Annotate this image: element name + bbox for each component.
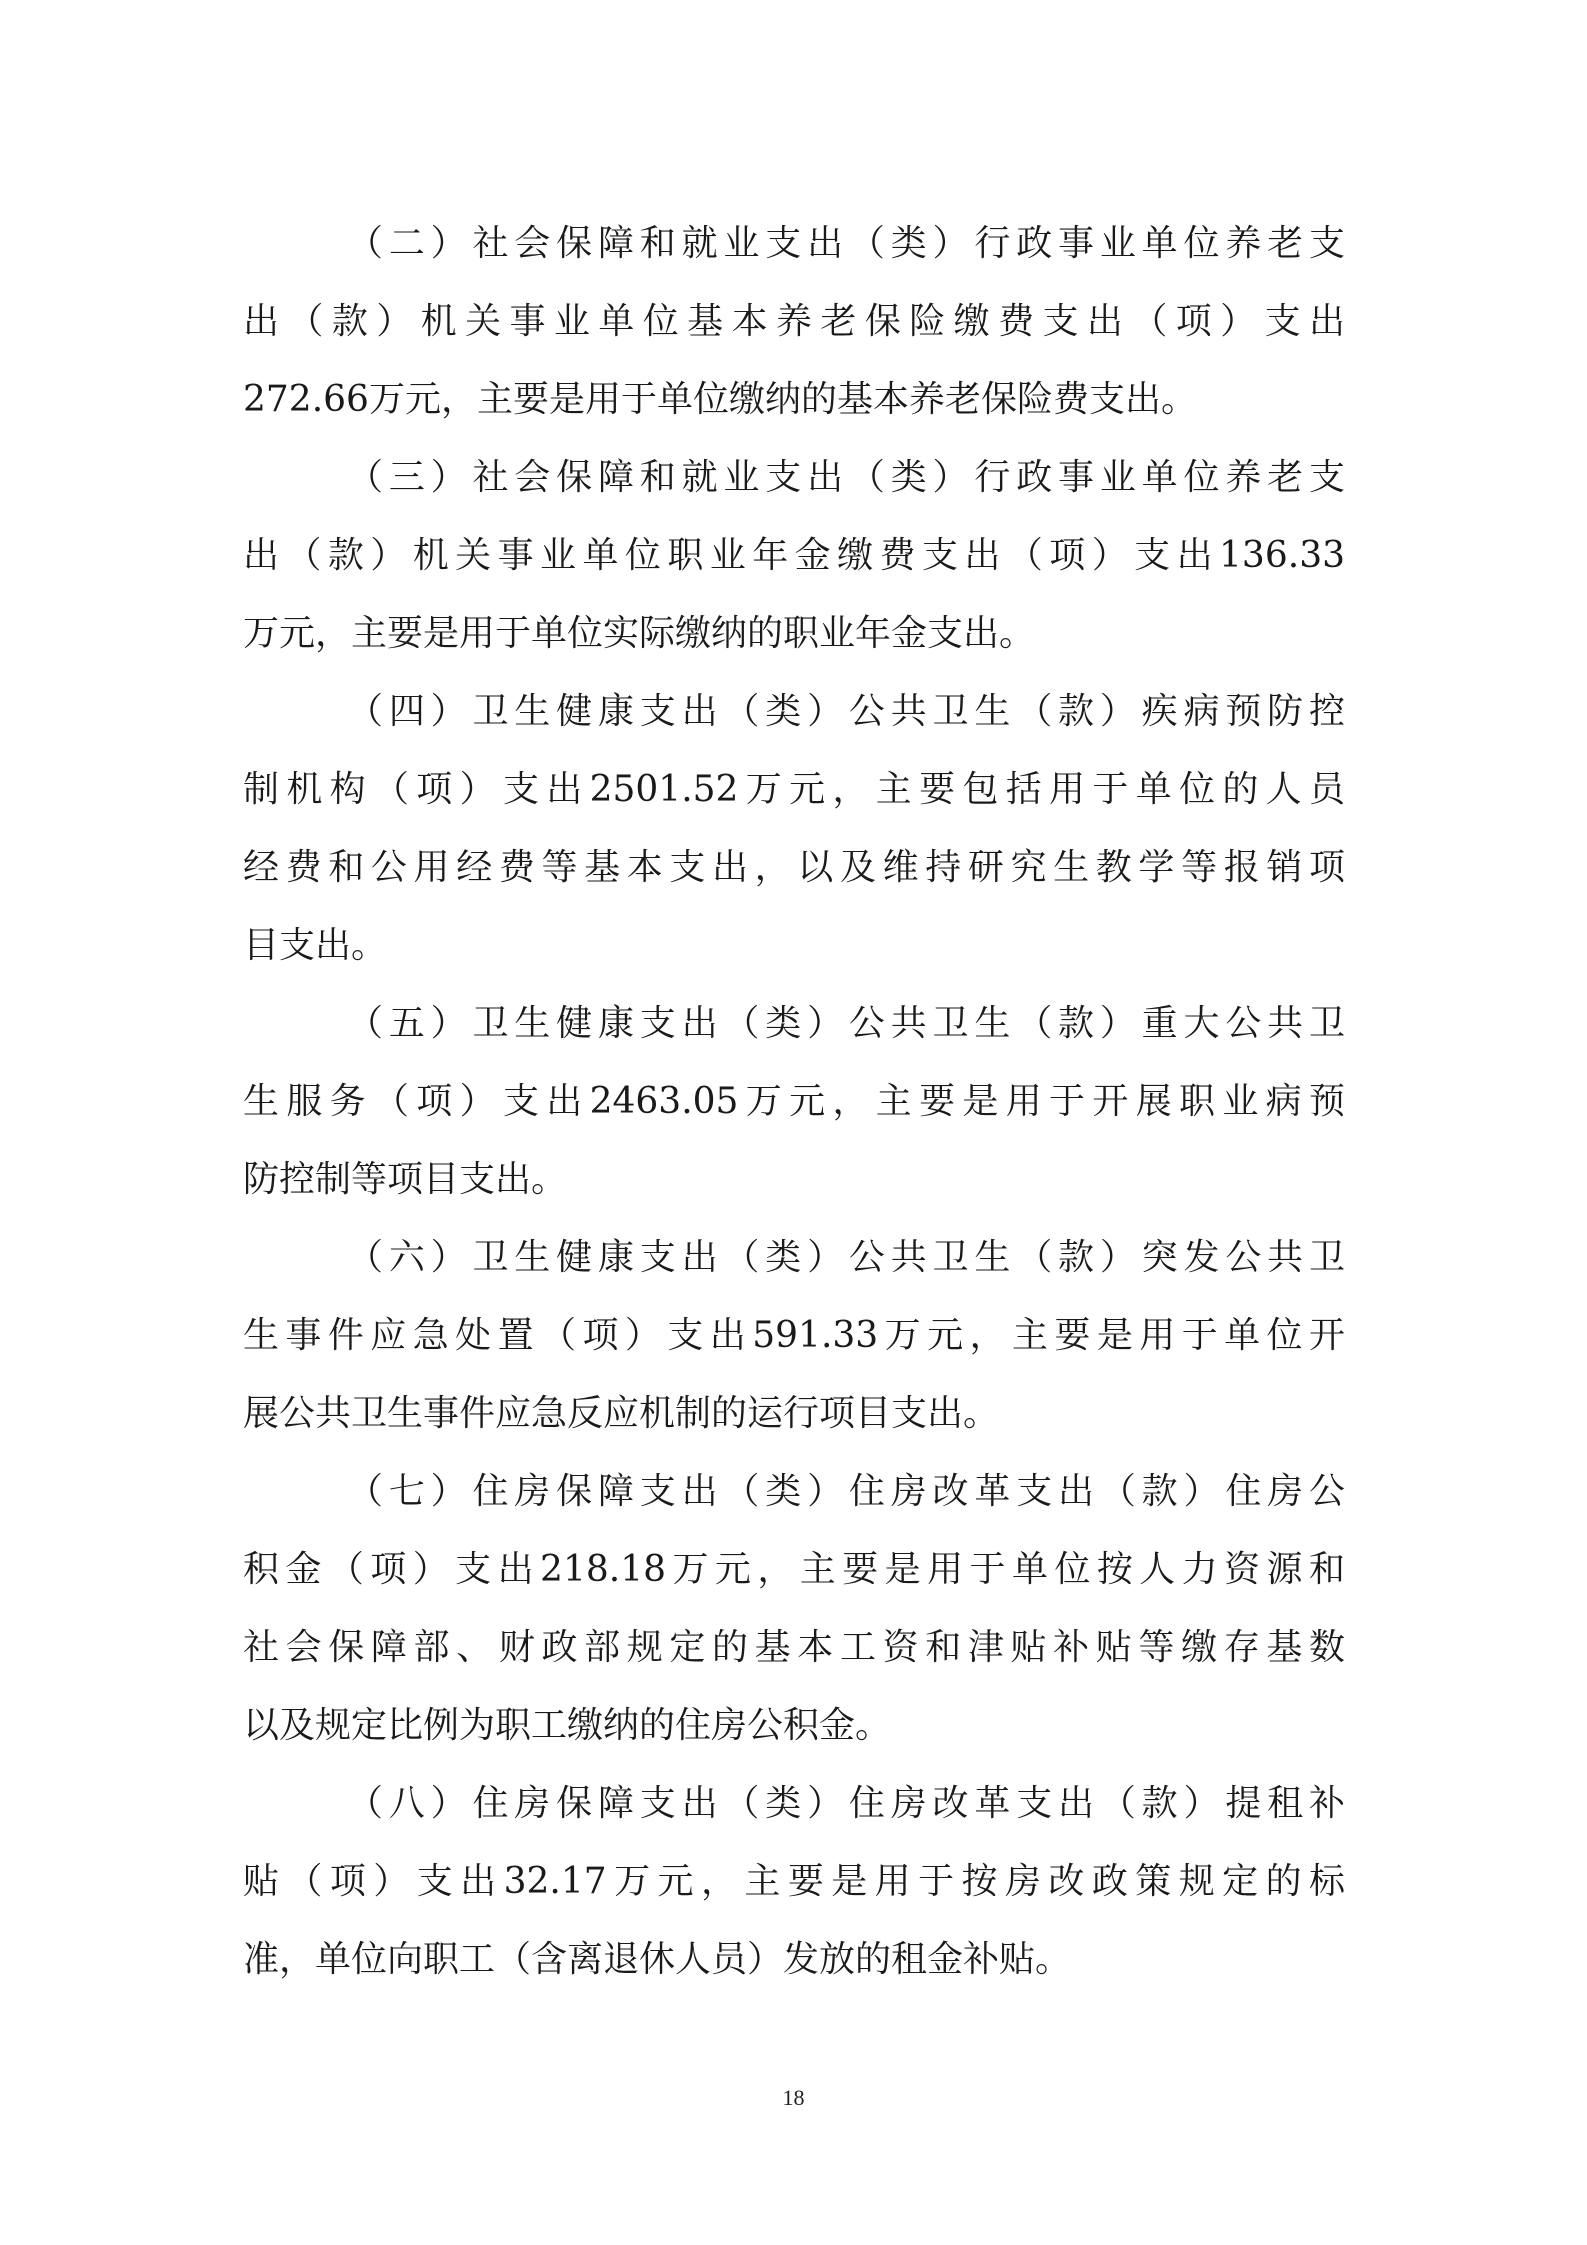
paragraph-line: （三）社会保障和就业支出（类）行政事业单位养老支 (347, 457, 1345, 498)
paragraph-line: 生服务（项）支出2463.05万元，主要是用于开展职业病预 (243, 1081, 1345, 1122)
paragraph-2 (243, 205, 1345, 439)
page-number: 18 (782, 2085, 805, 2110)
paragraph-line: 以及规定比例为职工缴纳的住房公积金。 (243, 1705, 892, 1746)
paragraph-4 (243, 673, 1345, 985)
paragraph-line: 展公共卫生事件应急反应机制的运行项目支出。 (243, 1393, 1000, 1434)
paragraph-line: 出（款）机关事业单位基本养老保险缴费支出（项）支出 (243, 301, 1345, 342)
paragraph-line: 272.66万元，主要是用于单位缴纳的基本养老保险费支出。 (243, 379, 1197, 420)
paragraph-line: 防控制等项目支出。 (243, 1159, 568, 1200)
paragraph-line: 经费和公用经费等基本支出，以及维持研究生教学等报销项 (243, 847, 1345, 888)
paragraph-line: 目支出。 (243, 925, 388, 966)
body-text (243, 205, 1345, 1999)
paragraph-3 (243, 439, 1345, 673)
paragraph-line: 贴（项）支出32.17万元，主要是用于按房改政策规定的标 (243, 1861, 1345, 1902)
paragraph-line: （五）卫生健康支出（类）公共卫生（款）重大公共卫 (347, 1003, 1345, 1044)
paragraph-line: （四）卫生健康支出（类）公共卫生（款）疾病预防控 (347, 691, 1345, 732)
paragraph-line: （八）住房保障支出（类）住房改革支出（款）提租补 (347, 1783, 1345, 1824)
paragraph-line: 准，单位向职工（含离退休人员）发放的租金补贴。 (243, 1939, 1072, 1980)
paragraph-line: 出（款）机关事业单位职业年金缴费支出（项）支出136.33 (243, 535, 1345, 576)
paragraph-line: （七）住房保障支出（类）住房改革支出（款）住房公 (347, 1471, 1345, 1512)
paragraph-line: 制机构（项）支出2501.52万元，主要包括用于单位的人员 (243, 769, 1345, 810)
paragraph-line: （六）卫生健康支出（类）公共卫生（款）突发公共卫 (347, 1237, 1345, 1278)
paragraph-line: 积金（项）支出218.18万元，主要是用于单位按人力资源和 (243, 1549, 1345, 1590)
paragraph-line: （二）社会保障和就业支出（类）行政事业单位养老支 (347, 223, 1345, 264)
paragraph-line: 生事件应急处置（项）支出591.33万元，主要是用于单位开 (243, 1315, 1345, 1356)
paragraph-line: 社会保障部、财政部规定的基本工资和津贴补贴等缴存基数 (243, 1627, 1345, 1668)
paragraph-6 (243, 1219, 1345, 1453)
paragraph-line: 万元，主要是用于单位实际缴纳的职业年金支出。 (243, 613, 1036, 654)
paragraph-7 (243, 1453, 1345, 1765)
paragraph-5 (243, 985, 1345, 1219)
paragraph-8 (243, 1765, 1345, 1999)
